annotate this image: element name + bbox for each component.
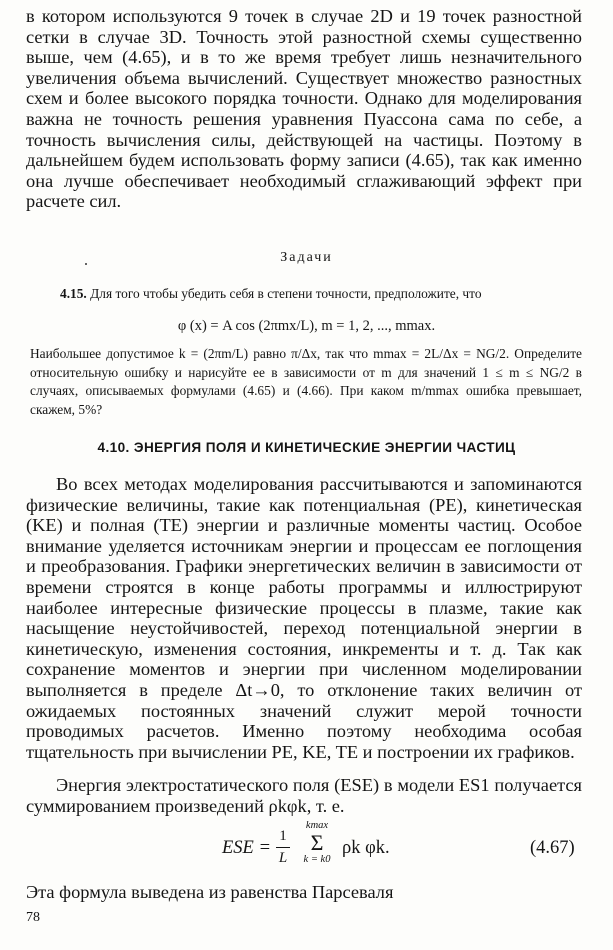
summation <box>302 820 332 866</box>
problems-heading: Задачи <box>280 250 333 265</box>
equation-term: ρk φk. <box>342 838 390 858</box>
problem-text: Наибольшее допустимое k = (2πm/L) равно π/Δx, так что mmax = 2L/Δx = NG/2. Определите относительную ошибку и нарисуйте ее в зависимости от m для значений 1 ≤ m ≤ NG/2 в случаях, описываемых формулами (4.65) и (4.66). При каком m/mmax ошибка превышает, скажем, 5%? <box>30 346 582 417</box>
equation-lhs: ESE = <box>222 838 271 858</box>
fraction-bar <box>276 847 290 848</box>
last-line: Эта формула выведена из равенства Парсеваля <box>26 882 394 902</box>
problem-intro <box>30 285 582 304</box>
fraction-numerator: 1 <box>279 828 287 844</box>
top-paragraph: в котором используются 9 точек в случае 2D и 19 точек разностной сетки в случае 3D. Точность этой разностной схемы существенно выше, чем (4.65), и в то же время требует лишь незначительного увеличения объема вычислений. Существует множество разностных схем и более высокого порядка точности. Однако для моделирования важна не точность решения уравнения Пуассона сама по себе, а точность вычисления силы, действующей на частицы. Поэтому в дальнейшем будем использовать форму записи (4.65), так как именно она лучше обеспечивает необходимый сглаживающий эффект при расчете сил. <box>26 6 582 212</box>
stray-dot <box>85 263 87 265</box>
fraction-denominator: L <box>278 850 288 866</box>
ese-paragraph: Энергия электростатического поля (ESE) в модели ES1 получается суммированием произведений ρkφk, т. е. <box>26 775 582 816</box>
problem-formula: φ (x) = A cos (2πmx/L), m = 1, 2, ..., mmax. <box>177 318 436 334</box>
section-heading: 4.10. ЭНЕРГИЯ ПОЛЯ И КИНЕТИЧЕСКИЕ ЭНЕРГИИ ЧАСТИЦ <box>97 440 516 455</box>
problem-number: 4.15. <box>60 286 87 301</box>
problem-intro-text: Для того чтобы убедить себя в степени точности, предположите, что <box>90 286 482 301</box>
section-paragraph: Во всех методах моделирования рассчитываются и запоминаются физические величины, такие как потенциальная (PE), кинетическая (KE) и полная (TE) энергии и различные моменты частиц. Особое внимание уделяется источникам энергии и процессам ее поглощения и преобразования. Графики энергетических величин в зависимости от времени строятся в конце работы программы и иллюстрируют наиболее интересные физические процессы в плазме, такие как насыщение неустойчивостей, переход потенциальной энергии в кинетическую, изменения состояния, инкременты и т. д. Так как сохранение моментов и энергии при численном моделировании выполняется в пределе Δt→0, то отклонение таких величин от ожидаемых постоянных значений служит мерой точности проводимых расчетов. Именно поэтому необходима особая тщательность при вычислении PE, KE, TE и построении их графиков. <box>26 474 582 762</box>
sum-upper-limit: kmax <box>305 820 329 831</box>
equation-4-67 <box>0 820 613 890</box>
equation-number: (4.67) <box>530 838 575 858</box>
page-number: 78 <box>26 910 40 925</box>
equation-fraction <box>276 828 290 867</box>
sum-lower-limit: k = k0 <box>303 854 331 865</box>
sum-sign: Σ <box>310 830 324 855</box>
